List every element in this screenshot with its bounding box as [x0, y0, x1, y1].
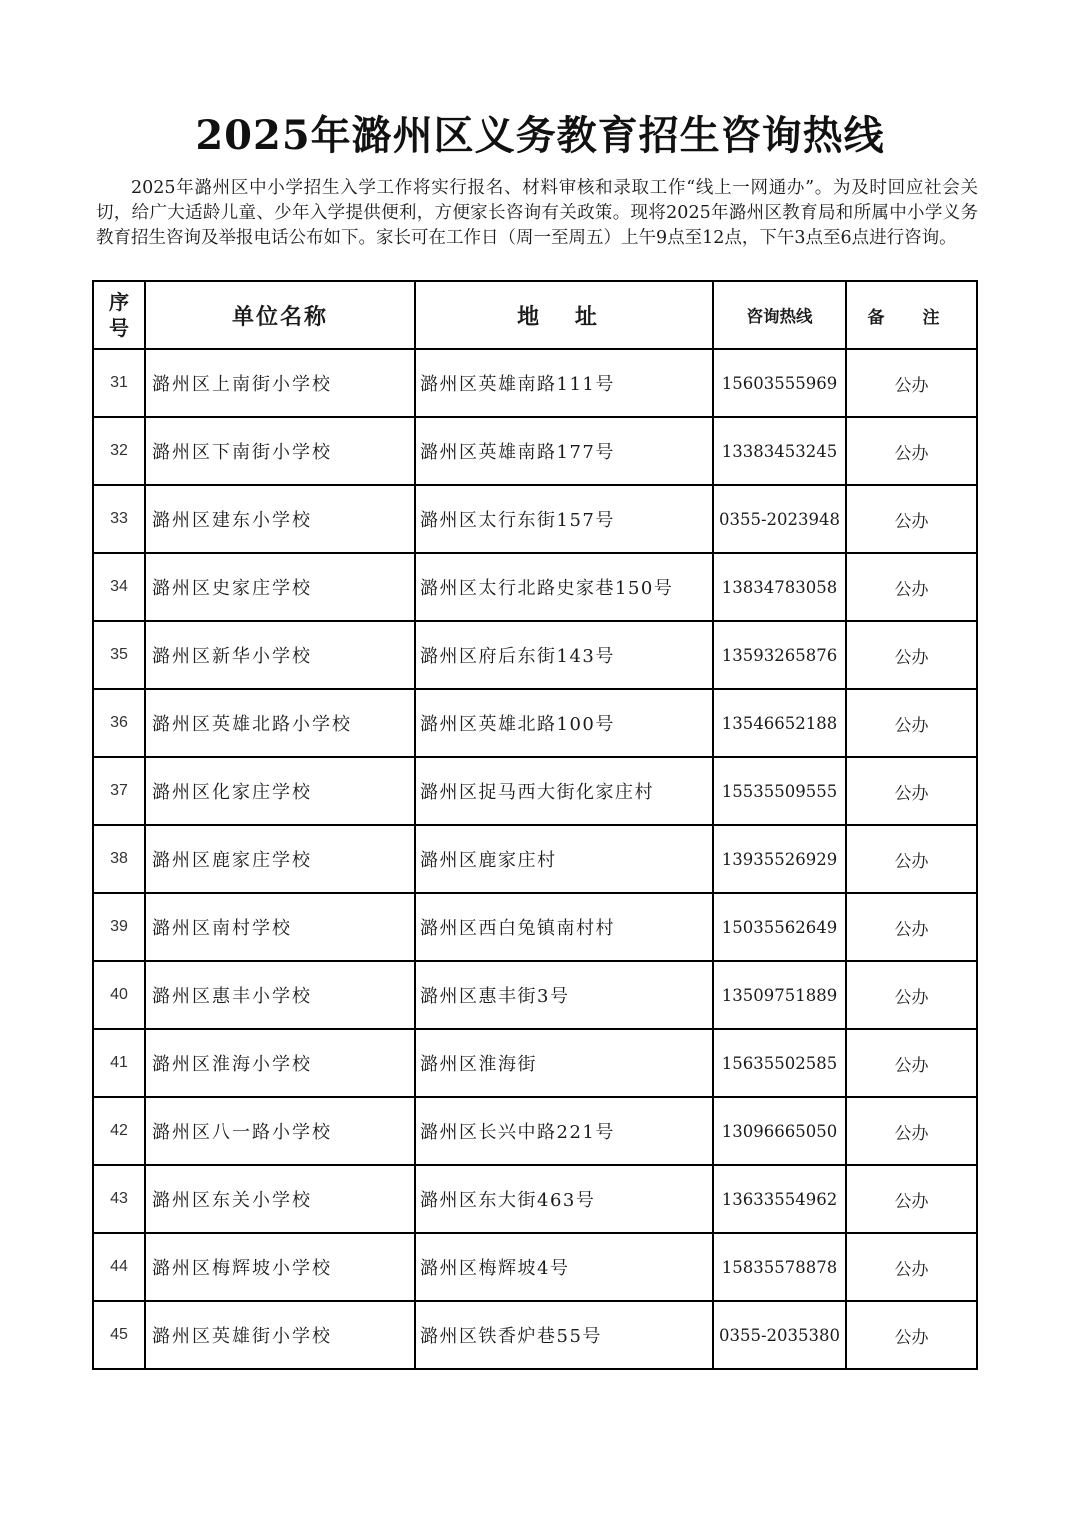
hotline-table: [92, 280, 978, 1370]
cell-serial-number: 38: [93, 825, 145, 893]
cell-serial-number: 37: [93, 757, 145, 825]
table-row: [93, 1165, 977, 1233]
table-row: [93, 893, 977, 961]
cell-address: 潞州区鹿家庄村: [415, 825, 713, 893]
cell-remarks: 公办: [846, 893, 977, 961]
cell-unit-name: 潞州区惠丰小学校: [145, 961, 415, 1029]
header-serial-line2: 号: [109, 316, 129, 340]
table-row: [93, 485, 977, 553]
table-body: [93, 349, 977, 1369]
cell-address: 潞州区英雄北路100号: [415, 689, 713, 757]
cell-address: 潞州区府后东街143号: [415, 621, 713, 689]
cell-serial-number: 36: [93, 689, 145, 757]
cell-unit-name: 潞州区淮海小学校: [145, 1029, 415, 1097]
cell-hotline: 13509751889: [713, 961, 846, 1029]
cell-address: 潞州区铁香炉巷55号: [415, 1301, 713, 1369]
cell-address: 潞州区东大街463号: [415, 1165, 713, 1233]
cell-unit-name: 潞州区化家庄学校: [145, 757, 415, 825]
table-row: [93, 1097, 977, 1165]
cell-unit-name: 潞州区英雄北路小学校: [145, 689, 415, 757]
cell-unit-name: 潞州区上南街小学校: [145, 349, 415, 417]
cell-hotline: 13593265876: [713, 621, 846, 689]
table-row: [93, 349, 977, 417]
table-row: [93, 553, 977, 621]
header-hotline: 咨询热线: [713, 281, 846, 349]
cell-address: 潞州区长兴中路221号: [415, 1097, 713, 1165]
cell-unit-name: 潞州区南村学校: [145, 893, 415, 961]
cell-serial-number: 40: [93, 961, 145, 1029]
cell-hotline: 0355-2023948: [713, 485, 846, 553]
header-serial-number: [93, 281, 145, 349]
table-row: [93, 757, 977, 825]
cell-remarks: 公办: [846, 1233, 977, 1301]
cell-serial-number: 43: [93, 1165, 145, 1233]
table-row: [93, 961, 977, 1029]
cell-address: 潞州区梅辉坡4号: [415, 1233, 713, 1301]
cell-address: 潞州区捉马西大街化家庄村: [415, 757, 713, 825]
header-serial-line1: 序: [109, 290, 129, 314]
table-row: [93, 1029, 977, 1097]
cell-unit-name: 潞州区新华小学校: [145, 621, 415, 689]
cell-hotline: 13633554962: [713, 1165, 846, 1233]
header-address: 地 址: [415, 281, 713, 349]
cell-hotline: 15535509555: [713, 757, 846, 825]
cell-address: 潞州区英雄南路111号: [415, 349, 713, 417]
cell-hotline: 13546652188: [713, 689, 846, 757]
header-remarks: 备 注: [846, 281, 977, 349]
cell-serial-number: 34: [93, 553, 145, 621]
cell-serial-number: 39: [93, 893, 145, 961]
cell-remarks: 公办: [846, 1301, 977, 1369]
cell-remarks: 公办: [846, 825, 977, 893]
cell-address: 潞州区英雄南路177号: [415, 417, 713, 485]
cell-hotline: 15603555969: [713, 349, 846, 417]
intro-paragraph: 2025年潞州区中小学招生入学工作将实行报名、材料审核和录取工作“线上一网通办”。为及时回应社会关切，给广大适龄儿童、少年入学提供便利，方便家长咨询有关政策。现将2025年潞州区教育局和所属中小学义务教育招生咨询及举报电话公布如下。家长可在工作日（周一至周五）上午9点至12点，下午3点至6点进行咨询。: [96, 178, 978, 248]
cell-unit-name: 潞州区八一路小学校: [145, 1097, 415, 1165]
cell-address: 潞州区太行北路史家巷150号: [415, 553, 713, 621]
cell-serial-number: 44: [93, 1233, 145, 1301]
table-row: [93, 825, 977, 893]
cell-address: 潞州区惠丰街3号: [415, 961, 713, 1029]
cell-hotline: 15035562649: [713, 893, 846, 961]
cell-hotline: 15835578878: [713, 1233, 846, 1301]
cell-hotline: 13935526929: [713, 825, 846, 893]
table-row: [93, 621, 977, 689]
header-unit-name: 单位名称: [145, 281, 415, 349]
cell-address: 潞州区西白兔镇南村村: [415, 893, 713, 961]
cell-remarks: 公办: [846, 1029, 977, 1097]
cell-hotline: 13383453245: [713, 417, 846, 485]
cell-serial-number: 35: [93, 621, 145, 689]
page-title: 2025年潞州区义务教育招生咨询热线: [195, 112, 885, 159]
cell-remarks: 公办: [846, 1097, 977, 1165]
cell-hotline: 13096665050: [713, 1097, 846, 1165]
cell-remarks: 公办: [846, 349, 977, 417]
cell-hotline: 0355-2035380: [713, 1301, 846, 1369]
cell-serial-number: 33: [93, 485, 145, 553]
cell-remarks: 公办: [846, 1165, 977, 1233]
cell-serial-number: 45: [93, 1301, 145, 1369]
table-row: [93, 417, 977, 485]
cell-remarks: 公办: [846, 553, 977, 621]
cell-hotline: 15635502585: [713, 1029, 846, 1097]
cell-hotline: 13834783058: [713, 553, 846, 621]
cell-address: 潞州区太行东街157号: [415, 485, 713, 553]
cell-serial-number: 42: [93, 1097, 145, 1165]
cell-unit-name: 潞州区建东小学校: [145, 485, 415, 553]
cell-serial-number: 41: [93, 1029, 145, 1097]
table-header-row: [93, 281, 977, 349]
table-row: [93, 1233, 977, 1301]
table-row: [93, 1301, 977, 1369]
cell-remarks: 公办: [846, 417, 977, 485]
cell-remarks: 公办: [846, 961, 977, 1029]
cell-serial-number: 31: [93, 349, 145, 417]
cell-remarks: 公办: [846, 485, 977, 553]
cell-remarks: 公办: [846, 689, 977, 757]
cell-unit-name: 潞州区东关小学校: [145, 1165, 415, 1233]
cell-unit-name: 潞州区英雄街小学校: [145, 1301, 415, 1369]
cell-remarks: 公办: [846, 757, 977, 825]
cell-serial-number: 32: [93, 417, 145, 485]
cell-address: 潞州区淮海街: [415, 1029, 713, 1097]
cell-unit-name: 潞州区鹿家庄学校: [145, 825, 415, 893]
table-row: [93, 689, 977, 757]
cell-unit-name: 潞州区史家庄学校: [145, 553, 415, 621]
cell-remarks: 公办: [846, 621, 977, 689]
cell-unit-name: 潞州区梅辉坡小学校: [145, 1233, 415, 1301]
cell-unit-name: 潞州区下南街小学校: [145, 417, 415, 485]
